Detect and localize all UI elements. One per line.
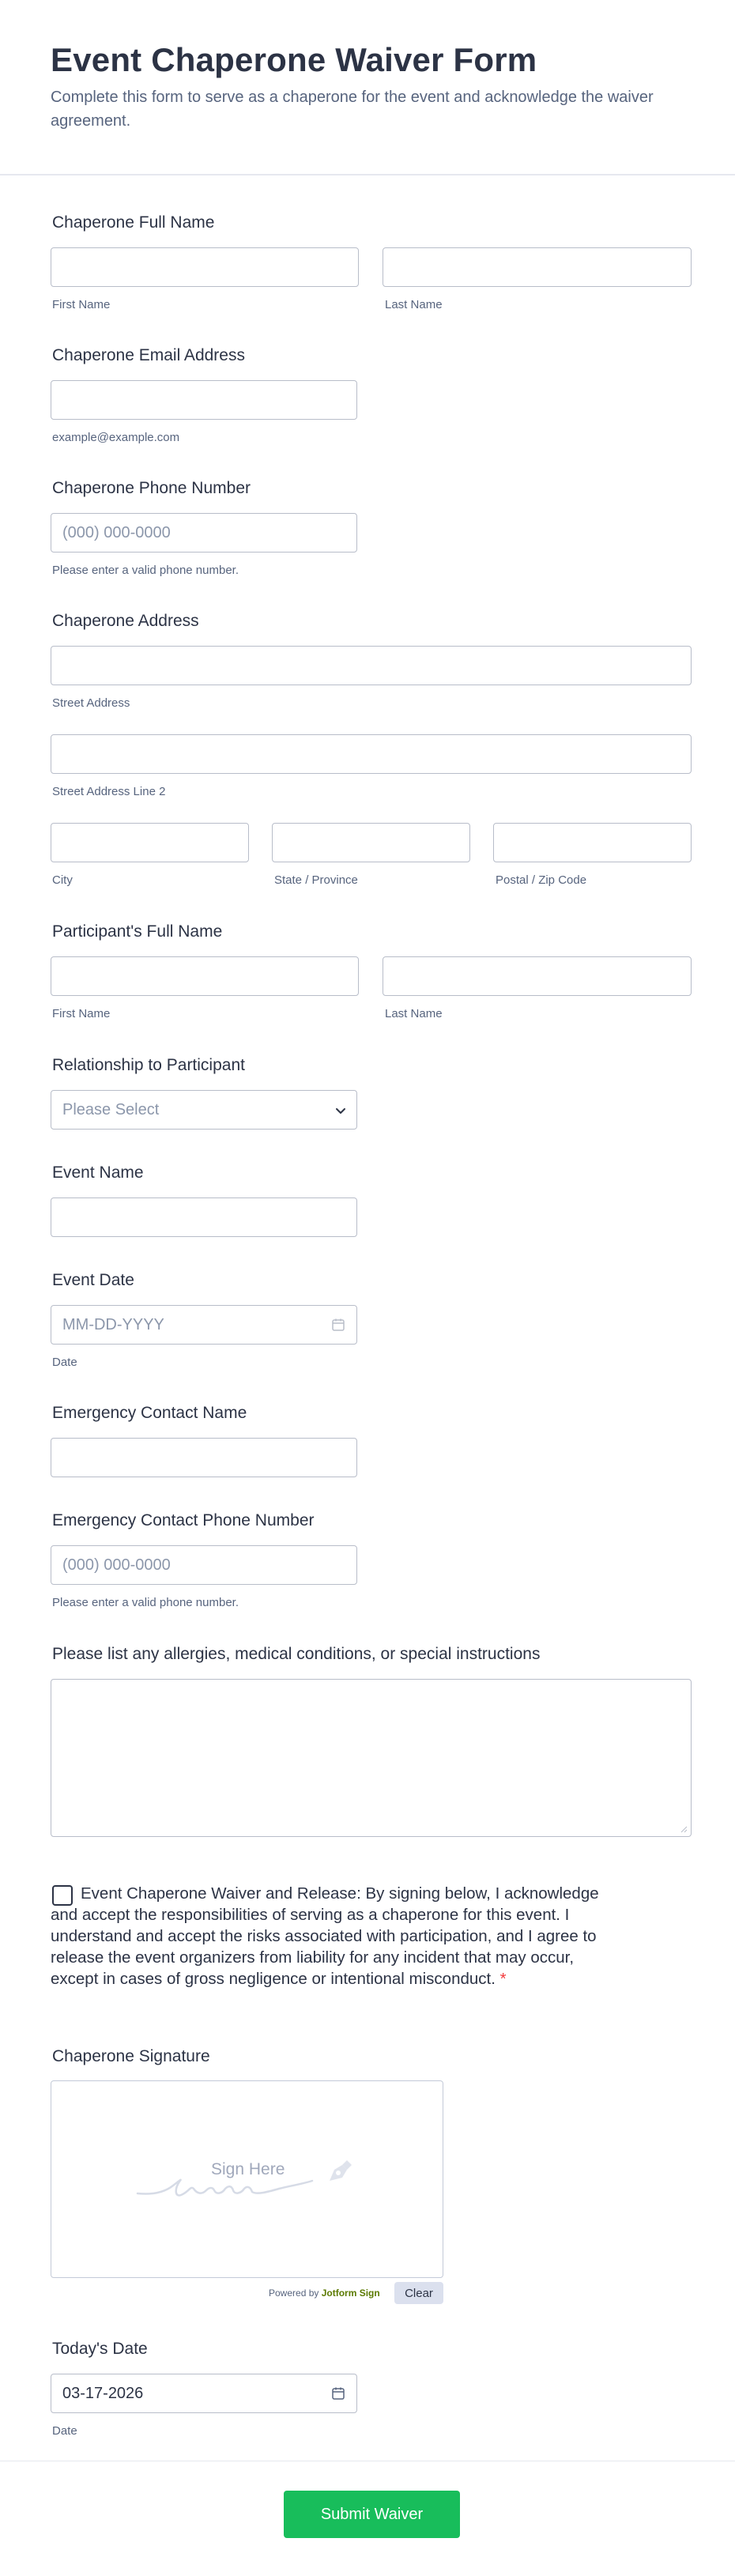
- chaperone-email-label: Chaperone Email Address: [52, 346, 245, 364]
- address-label: Chaperone Address: [52, 612, 199, 630]
- city-input[interactable]: [51, 823, 249, 862]
- state-input[interactable]: [272, 823, 470, 862]
- todays-date-label: Today's Date: [52, 2340, 148, 2358]
- submit-waiver-button[interactable]: Submit Waiver: [284, 2491, 460, 2538]
- consent-text: [51, 1883, 620, 1990]
- chevron-down-icon: [334, 1104, 347, 1117]
- powered-by-prefix: Powered by: [269, 2287, 319, 2299]
- signature-label: Chaperone Signature: [52, 2047, 210, 2065]
- chaperone-phone-input[interactable]: (000) 000-0000: [51, 513, 357, 553]
- event-date-input[interactable]: [51, 1305, 357, 1345]
- emergency-phone-input[interactable]: (000) 000-0000: [51, 1545, 357, 1585]
- participant-first-name-input[interactable]: [51, 956, 359, 996]
- chaperone-last-name-input[interactable]: [383, 247, 692, 287]
- event-name-label: Event Name: [52, 1164, 144, 1182]
- signature-pad[interactable]: [51, 2080, 443, 2278]
- jotform-sign-brand: Jotform Sign: [321, 2287, 380, 2299]
- event-name-input[interactable]: [51, 1197, 357, 1237]
- emergency-name-label: Emergency Contact Name: [52, 1404, 247, 1422]
- allergies-textarea[interactable]: [51, 1679, 692, 1837]
- chaperone-email-sublabel: example@example.com: [52, 431, 180, 444]
- clear-signature-button[interactable]: Clear: [394, 2282, 443, 2304]
- street-address-input[interactable]: [51, 646, 692, 685]
- chaperone-first-name-input[interactable]: [51, 247, 359, 287]
- consent-statement: Event Chaperone Waiver and Release: By signing below, I acknowledge and accept the responsibilities of serving as a chaperone for this event. I understand and accept the risks associated with participation, and I agree to release the event organizers from liability for any incident that may occur, except in cases of gross negligence or intentional misconduct.: [51, 1884, 599, 1988]
- event-date-label: Event Date: [52, 1271, 134, 1289]
- powered-by-text: [269, 2287, 380, 2299]
- todays-date-input[interactable]: [51, 2374, 357, 2413]
- todays-date-sublabel: Date: [52, 2424, 77, 2438]
- participant-last-name-input[interactable]: [383, 956, 692, 996]
- resize-grip-icon[interactable]: [680, 1825, 688, 1833]
- allergies-label: Please list any allergies, medical conditions, or special instructions: [52, 1645, 541, 1663]
- event-date-placeholder: MM-DD-YYYY: [62, 1315, 164, 1333]
- participant-last-name-sublabel: Last Name: [385, 1007, 443, 1020]
- sign-here-placeholder: Sign Here: [211, 2160, 285, 2178]
- emergency-phone-sublabel: Please enter a valid phone number.: [52, 1596, 239, 1609]
- zip-input[interactable]: [493, 823, 692, 862]
- form-header: [0, 0, 735, 175]
- calendar-icon[interactable]: [331, 1318, 345, 1332]
- calendar-icon[interactable]: [331, 2386, 345, 2401]
- participant-name-label: Participant's Full Name: [52, 922, 223, 941]
- relationship-selected-value: Please Select: [62, 1100, 160, 1118]
- street-address-sublabel: Street Address: [52, 696, 130, 710]
- pen-nib-icon: [323, 2157, 355, 2189]
- chaperone-last-name-sublabel: Last Name: [385, 298, 443, 311]
- street-address-line2-sublabel: Street Address Line 2: [52, 785, 166, 798]
- state-sublabel: State / Province: [274, 873, 358, 887]
- chaperone-phone-sublabel: Please enter a valid phone number.: [52, 564, 239, 577]
- required-mark: *: [499, 1970, 507, 1988]
- participant-first-name-sublabel: First Name: [52, 1007, 111, 1020]
- chaperone-first-name-sublabel: First Name: [52, 298, 111, 311]
- form-description: Complete this form to serve as a chaperone for the event and acknowledge the waiver agreement.: [51, 89, 654, 130]
- zip-sublabel: Postal / Zip Code: [496, 873, 587, 887]
- emergency-name-input[interactable]: [51, 1438, 357, 1477]
- chaperone-phone-label: Chaperone Phone Number: [52, 479, 251, 497]
- chaperone-email-input[interactable]: [51, 380, 357, 420]
- chaperone-name-label: Chaperone Full Name: [52, 213, 215, 232]
- relationship-select[interactable]: [51, 1090, 357, 1130]
- todays-date-value: 03-17-2026: [62, 2384, 144, 2402]
- form-title: Event Chaperone Waiver Form: [51, 41, 537, 78]
- city-sublabel: City: [52, 873, 73, 887]
- emergency-phone-label: Emergency Contact Phone Number: [52, 1511, 315, 1529]
- relationship-label: Relationship to Participant: [52, 1056, 245, 1074]
- street-address-line2-input[interactable]: [51, 734, 692, 774]
- event-date-sublabel: Date: [52, 1356, 77, 1369]
